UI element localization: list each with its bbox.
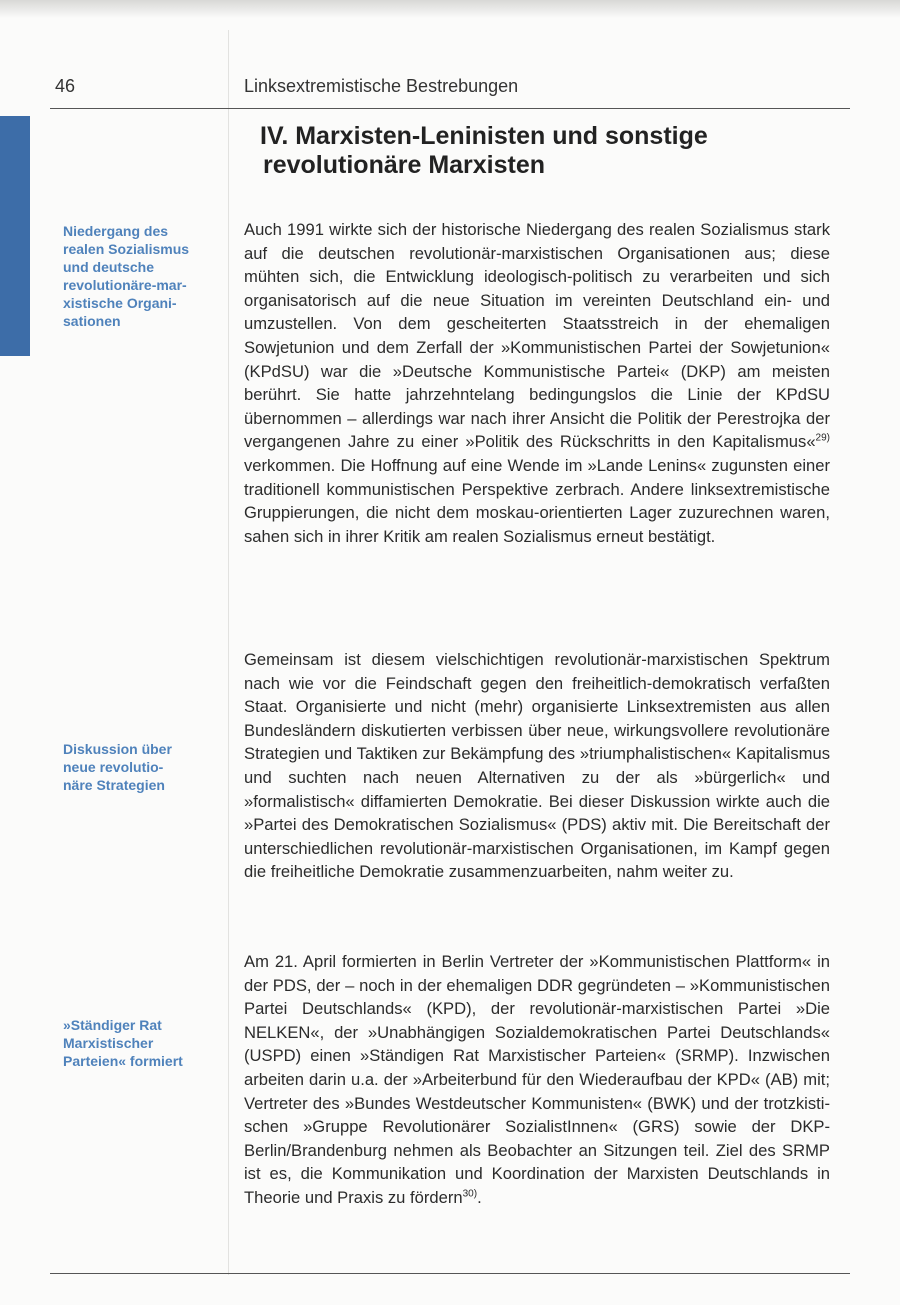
margin-note-line: »Ständiger Rat (63, 1017, 162, 1033)
margin-note-line: revolutionäre-mar- (63, 277, 187, 293)
body-paragraph-1 (244, 218, 830, 548)
margin-note-line: sationen (63, 313, 121, 329)
body-paragraph-2 (244, 648, 830, 884)
footnote-ref-29: 29) (815, 432, 830, 444)
paragraph-text: Auch 1991 wirkte sich der historische Niedergang des realen Sozialismus stark auf die deutschen revolutionär-marxistischen Organisationen aus; diese mühten sich, die Entwicklung ideologisch-politisch zu verarbeiten und sich organisatorisch auf die neue Situation im vereinten Deutschland ein- und umzustellen. Von dem gescheiterten Staatsstreich in der ehemaligen Sowjetunion und dem Zerfall der »Kommunistischen Partei der Sowjetunion« (KPdSU) war die »Deutsche Kommunistische Partei« (DKP) am meisten berührt. Sie hatte jahrzehntelang bedingungslos die Linie der KPdSU übernommen – allerdings war nach ihrer Ansicht die Politik der Perestrojka der vergangenen Jahre zu einer »Politik des Rückschritts in den Kapitalismus« (244, 220, 830, 452)
page-number: 46 (55, 76, 76, 96)
margin-note-niedergang (63, 222, 223, 330)
margin-note-line: xistische Organi- (63, 295, 177, 311)
paragraph-text: Am 21. April formierten in Berlin Vertreter der »Kommunistischen Plattform« in der PDS, der – noch in der ehemaligen DDR gegründeten – »Kommunistischen Partei Deutschlands« (KPD), der revolutionär-marxistischen Partei »Die NELKEN«, der »Unabhängigen Sozialdemokratischen Partei Deutschlands« (USPD) einen »Ständigen Rat Marxistischer Parteien« (SRMP). Inzwischen arbeiten darin u.a. der »Arbeiterbund für den Wiederaufbau der KPD« (AB) mit; Vertreter des »Bundes Westdeutscher Kommunisten« (BWK) und der trotzkistischen »Gruppe Revolutionärer SozialistInnen« (GRS) sowie der DKP-Berlin/Brandenburg nehmen als Beobachter an Sitzungen teil. Ziel des SRMP ist es, die Kommunikation und Koordination der Marxisten Deutschlands in Theorie und Praxis zu fördern (244, 952, 830, 1207)
margin-note-line: neue revolutio- (63, 759, 164, 775)
margin-note-line: Marxistischer (63, 1035, 154, 1051)
margin-note-staendiger-rat (63, 1016, 223, 1070)
column-divider (228, 30, 229, 1275)
margin-note-line: Parteien« formiert (63, 1053, 183, 1069)
margin-note-diskussion (63, 740, 223, 794)
header-rule (50, 108, 850, 109)
margin-note-line: Niedergang des (63, 223, 169, 239)
running-header: Linksextremistische Bestrebungen (244, 76, 519, 96)
margin-note-line: näre Strategien (63, 777, 165, 793)
chapter-title-line-2: revolutionäre Marxisten (263, 151, 546, 179)
paragraph-text-end: . (477, 1187, 482, 1207)
paragraph-text: Gemeinsam ist diesem vielschichtigen revolutionär-marxistischen Spektrum nach wie vor die Feindschaft gegen den freiheitlich-demokratisch verfaßten Staat. Organisierte und nicht (mehr) organisierte Linksextremisten aus allen Bundesländern diskutierten verbissen über neue, wirkungsvollere revolutionäre Strategien und Taktiken zur Bekämpfung des »triumphalistischen« Kapitalismus und suchten nach neuen Alternativen zu der als »bürgerlich« und »formalistisch« diffamierten Demokratie. Bei dieser Diskussion wirkte auch die »Partei des Demokratischen Sozialismus« (PDS) aktiv mit. Die Bereitschaft der unterschiedlichen revolutionär-marxistischen Organisationen, im Kampf gegen die freiheitliche Demokratie zusammenzuarbeiten, nahm weiter zu. (244, 650, 830, 882)
margin-note-line: Diskussion über (63, 741, 172, 757)
footnote-ref-30: 30) (462, 1188, 478, 1200)
footer-rule (50, 1273, 850, 1274)
margin-note-line: und deutsche (63, 259, 155, 275)
chapter-title (260, 122, 820, 180)
chapter-title-line-1: IV. Marxisten-Leninisten und sonstige (260, 122, 708, 150)
scan-edge-shadow (0, 0, 900, 18)
margin-note-line: realen Sozialismus (63, 241, 190, 257)
body-paragraph-3 (244, 950, 830, 1210)
chapter-color-tab (0, 116, 30, 356)
paragraph-text-continued: verkommen. Die Hoffnung auf eine Wende im »Lande Lenins« zugunsten einer traditionell kommunistischen Perspektive zerbrach. Andere linksextremistische Gruppierungen, die nicht dem moskau-orientierten Lager zuzurechnen waren, sahen sich in ihrer Kritik am realen Sozialismus erneut bestätigt. (244, 455, 830, 546)
